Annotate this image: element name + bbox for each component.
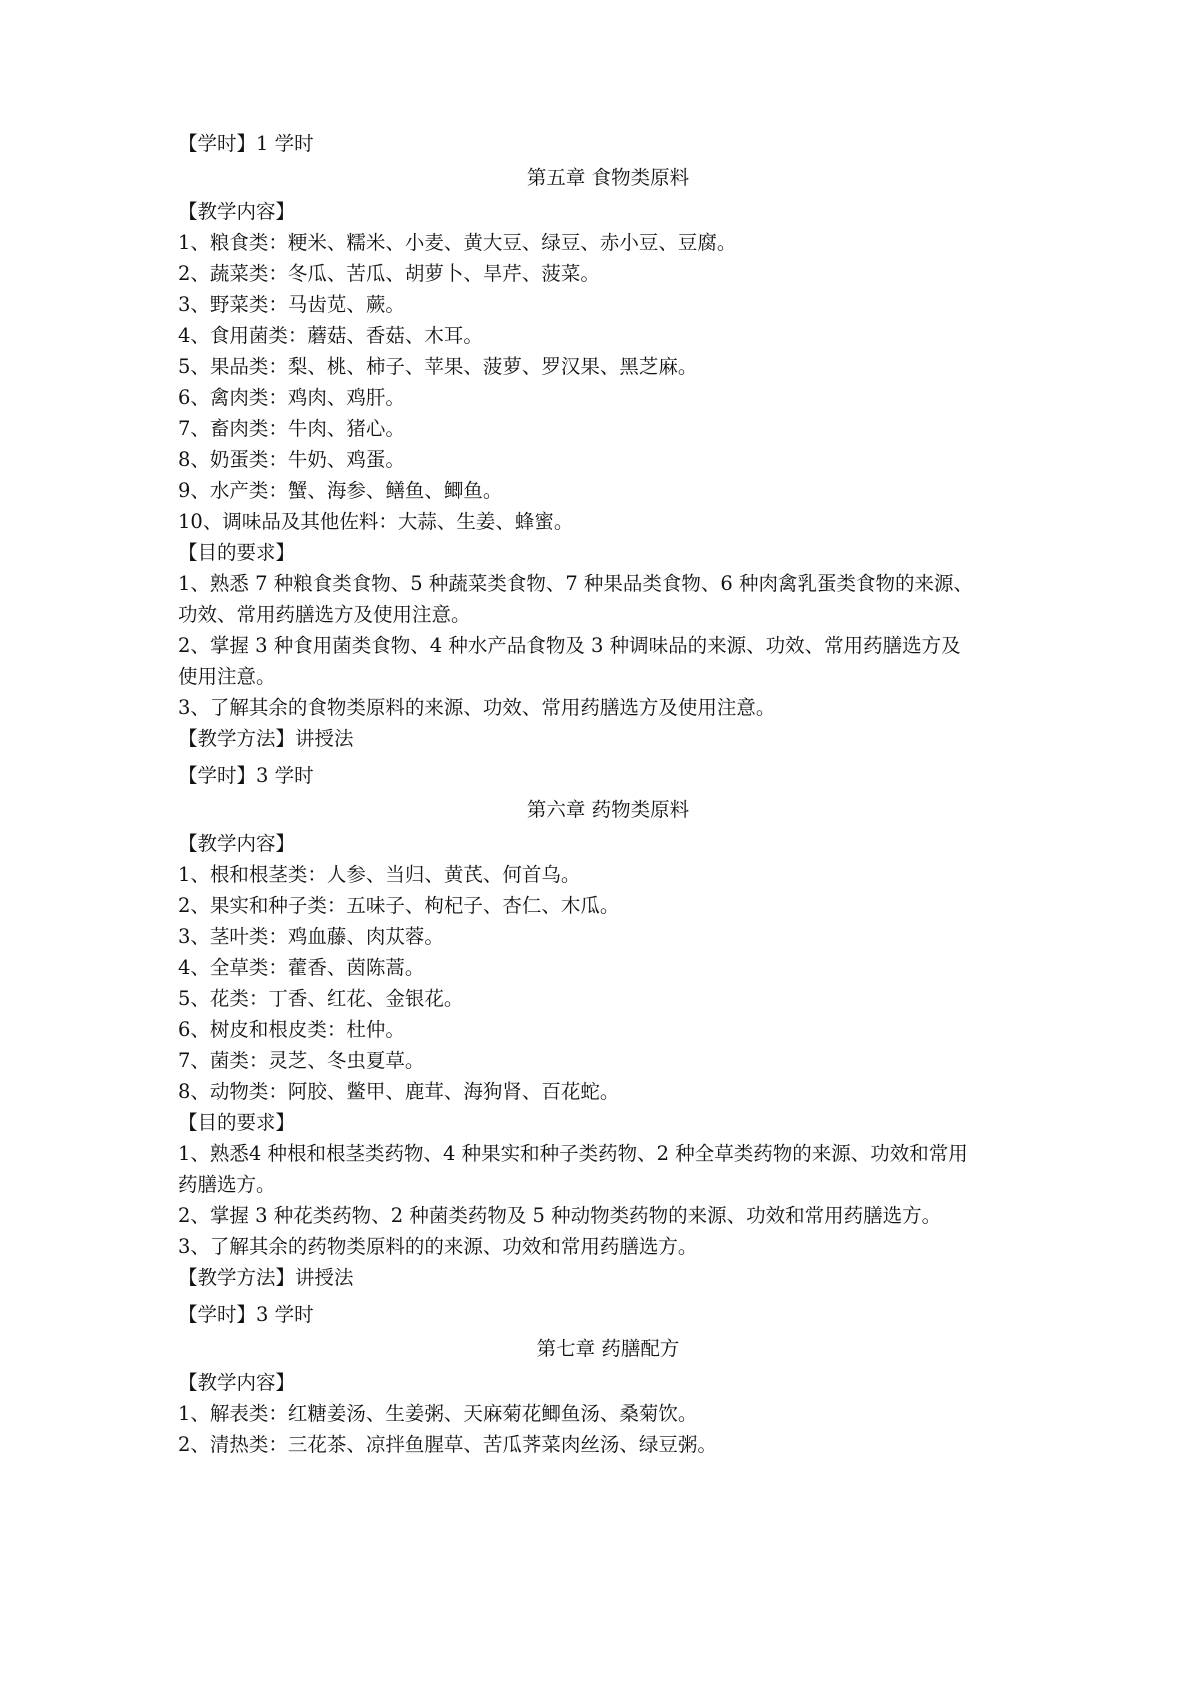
- text-line: 使用注意。: [178, 665, 276, 688]
- text-line: 【教学内容】: [178, 1371, 296, 1394]
- text-line: 3、了解其余的食物类原料的来源、功效、常用药膳选方及使用注意。: [178, 696, 776, 719]
- text-line: 1、熟悉 7 种粮食类食物、5 种蔬菜类食物、7 种果品类食物、6 种肉禽乳蛋类食物的来源、: [178, 572, 974, 595]
- text-line: 3、野菜类：马齿苋、蕨。: [178, 293, 405, 316]
- text-line: 【目的要求】: [178, 541, 296, 564]
- text-line: 5、花类：丁香、红花、金银花。: [178, 987, 464, 1010]
- text-line: 1、熟悉4 种根和根茎类药物、4 种果实和种子类药物、2 种全草类药物的来源、功效和常用: [178, 1142, 968, 1165]
- text-line: 1、根和根茎类：人参、当归、黄芪、何首乌。: [178, 863, 581, 886]
- text-line: 【学时】1 学时: [178, 132, 314, 155]
- text-line: 1、粮食类：粳米、糯米、小麦、黄大豆、绿豆、赤小豆、豆腐。: [178, 231, 737, 254]
- text-line: 6、禽肉类：鸡肉、鸡肝。: [178, 386, 405, 409]
- text-line: 【学时】3 学时: [178, 1303, 314, 1326]
- document-body: [178, 128, 1038, 1460]
- text-line: 功效、常用药膳选方及使用注意。: [178, 603, 471, 626]
- text-line: 【教学内容】: [178, 832, 296, 855]
- text-line: 【教学方法】讲授法: [178, 727, 354, 750]
- chapter-heading: 第五章 食物类原料: [526, 166, 690, 189]
- text-line: 10、调味品及其他佐料：大蒜、生姜、蜂蜜。: [178, 510, 574, 533]
- text-line: 2、掌握 3 种花类药物、2 种菌类药物及 5 种动物类药物的来源、功效和常用药膳选方。: [178, 1204, 942, 1227]
- text-line: 7、畜肉类：牛肉、猪心。: [178, 417, 405, 440]
- text-line: 6、树皮和根皮类：杜仲。: [178, 1018, 405, 1041]
- text-line: 4、食用菌类：蘑菇、香菇、木耳。: [178, 324, 483, 347]
- text-line: 2、蔬菜类：冬瓜、苦瓜、胡萝卜、旱芹、菠菜。: [178, 262, 600, 285]
- text-line: 8、动物类：阿胶、鳖甲、鹿茸、海狗肾、百花蛇。: [178, 1080, 620, 1103]
- text-line: 【目的要求】: [178, 1111, 296, 1134]
- text-line: 2、掌握 3 种食用菌类食物、4 种水产品食物及 3 种调味品的来源、功效、常用药膳选方及: [178, 634, 961, 657]
- text-line: 3、茎叶类：鸡血藤、肉苁蓉。: [178, 925, 444, 948]
- text-line: 1、解表类：红糖姜汤、生姜粥、天麻菊花鲫鱼汤、桑菊饮。: [178, 1402, 698, 1425]
- text-line: 药膳选方。: [178, 1173, 276, 1196]
- text-line: 【教学内容】: [178, 200, 296, 223]
- text-line: 9、水产类：蟹、海参、鳝鱼、鲫鱼。: [178, 479, 503, 502]
- text-line: 【教学方法】讲授法: [178, 1266, 354, 1289]
- chapter-heading: 第七章 药膳配方: [536, 1337, 680, 1360]
- text-line: 7、菌类：灵芝、冬虫夏草。: [178, 1049, 425, 1072]
- text-line: 2、清热类：三花茶、凉拌鱼腥草、苦瓜荠菜肉丝汤、绿豆粥。: [178, 1433, 717, 1456]
- text-line: 【学时】3 学时: [178, 764, 314, 787]
- chapter-heading: 第六章 药物类原料: [526, 798, 690, 821]
- text-line: 8、奶蛋类：牛奶、鸡蛋。: [178, 448, 405, 471]
- text-line: 3、了解其余的药物类原料的的来源、功效和常用药膳选方。: [178, 1235, 698, 1258]
- text-line: 5、果品类：梨、桃、柿子、苹果、菠萝、罗汉果、黑芝麻。: [178, 355, 698, 378]
- text-line: 2、果实和种子类：五味子、枸杞子、杏仁、木瓜。: [178, 894, 620, 917]
- text-line: 4、全草类：藿香、茵陈蒿。: [178, 956, 425, 979]
